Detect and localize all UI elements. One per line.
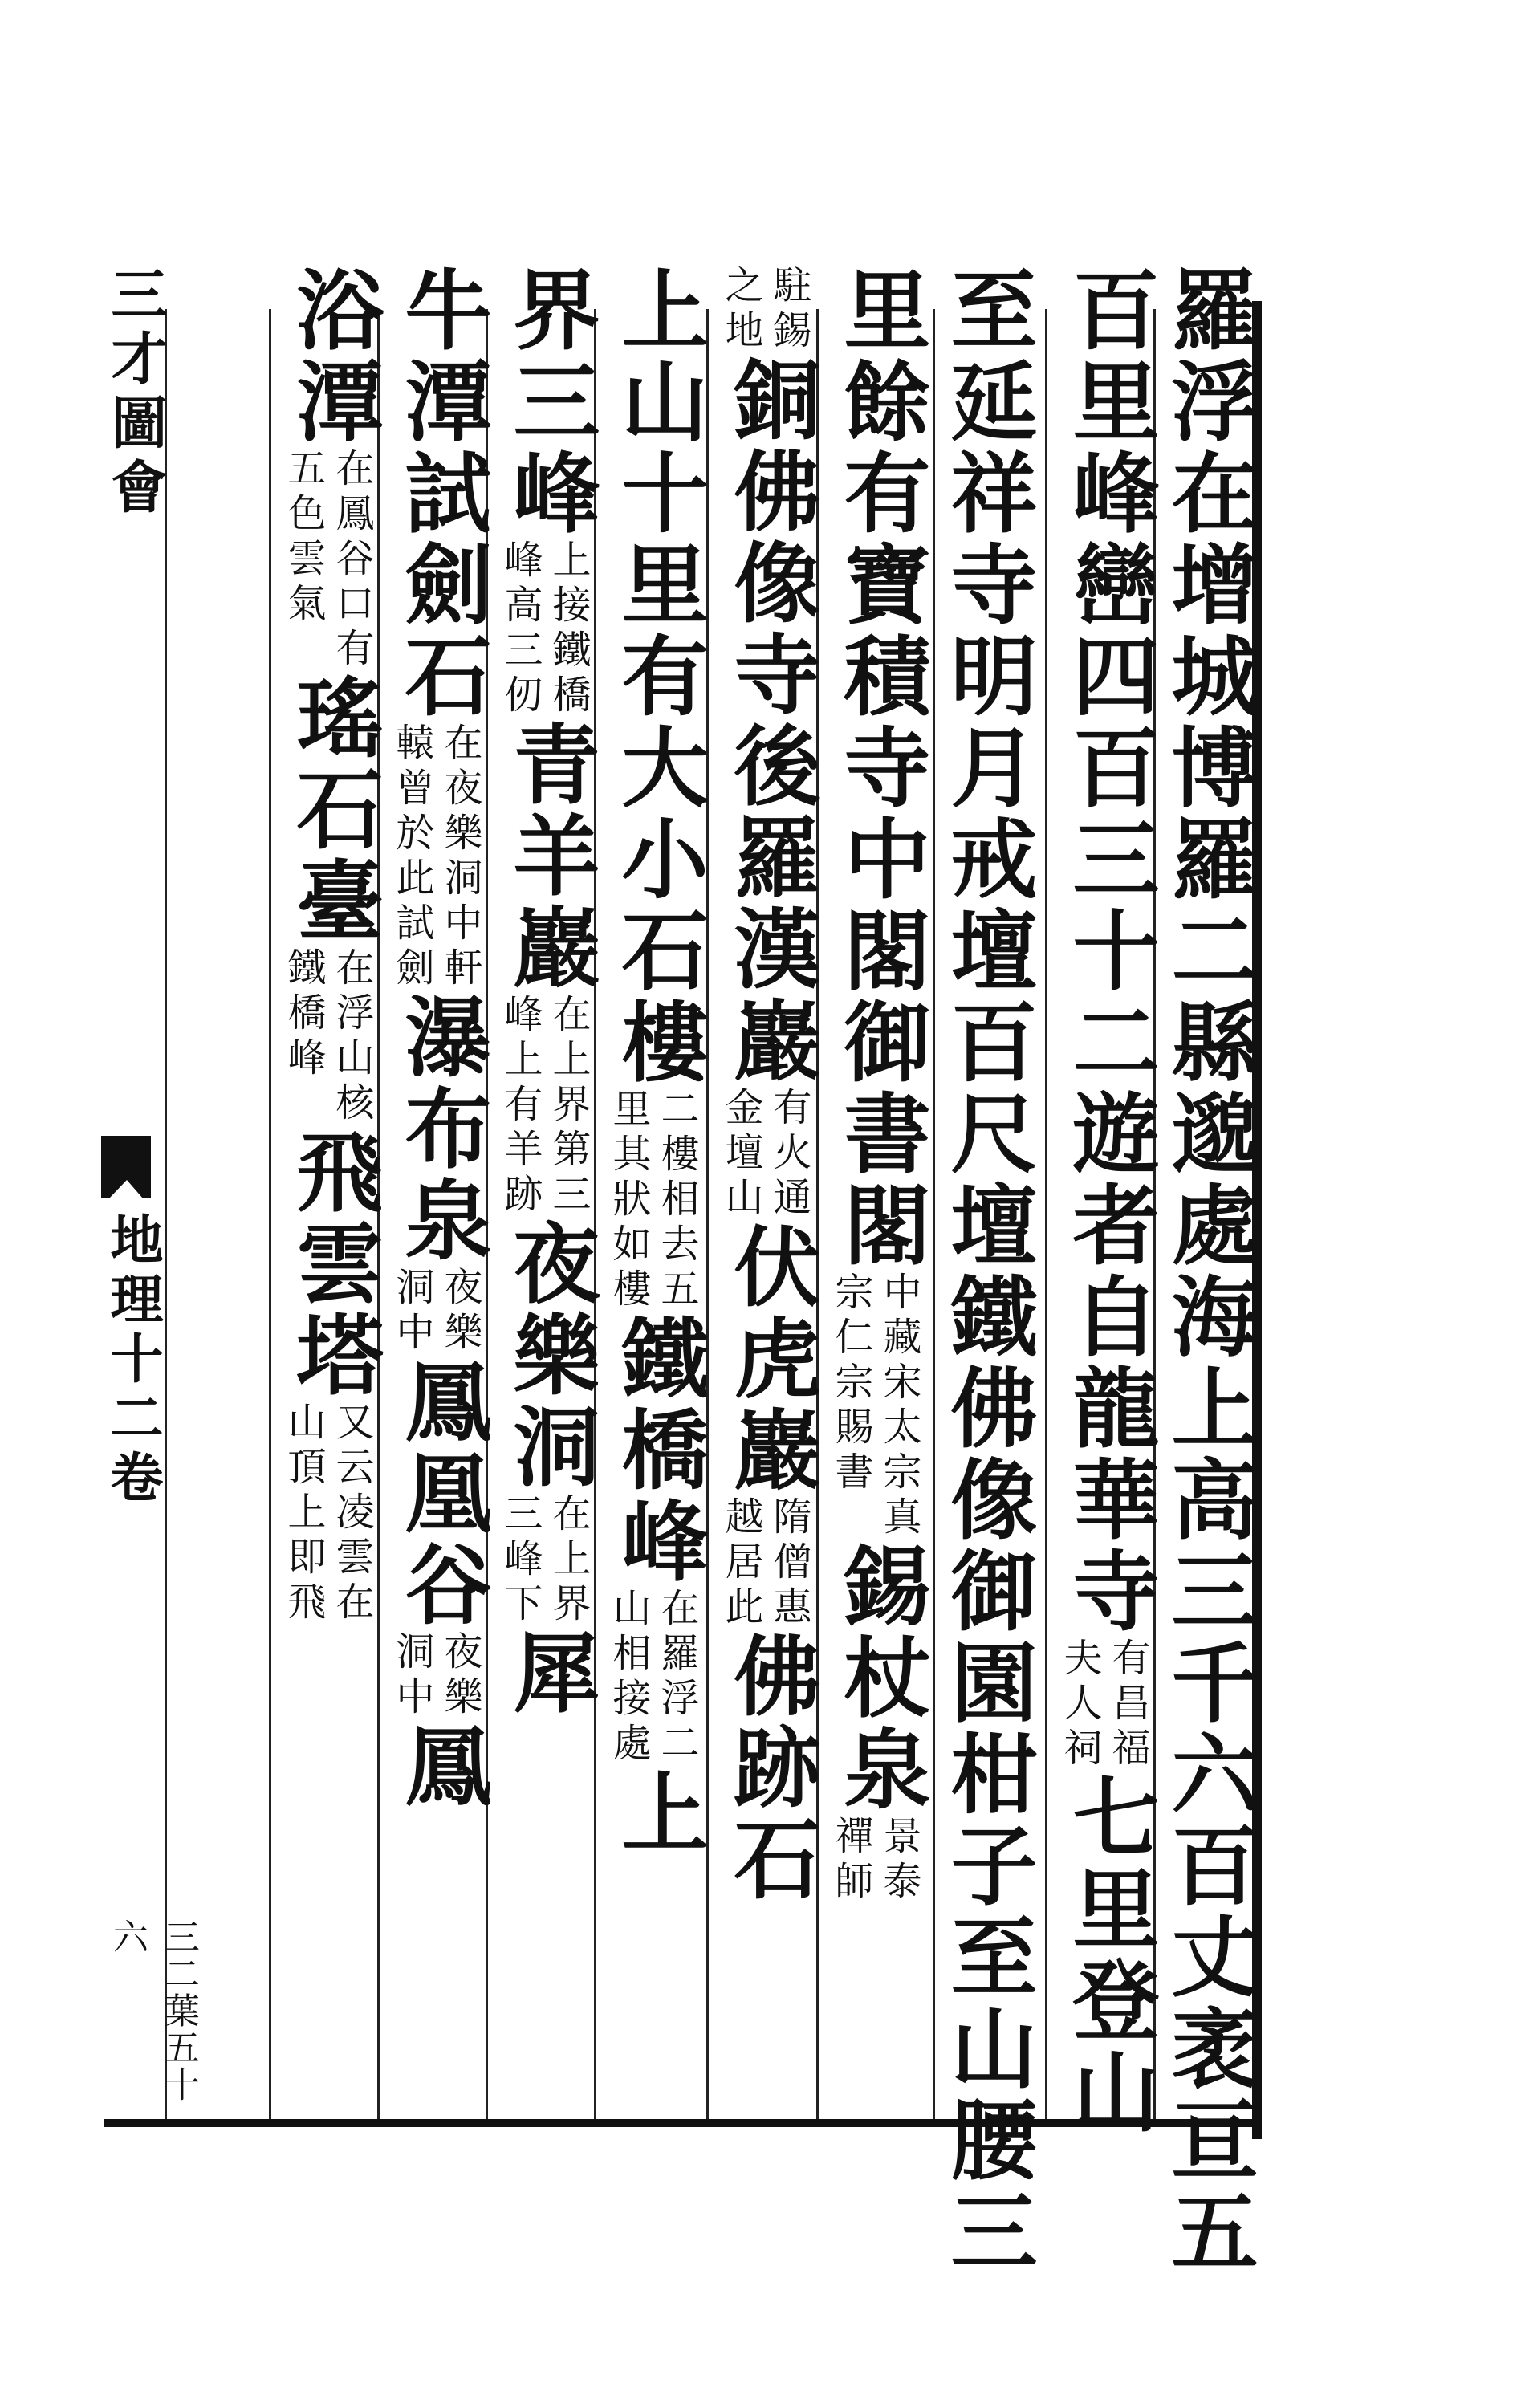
text-column-8 [388,265,491,1812]
text-column-2 [1055,265,1159,2138]
main-text: 飛雲塔 [282,1127,383,1401]
main-text: 錫杖泉 [829,1541,930,1816]
annotation-text: 二樓相去五里其狀如樓 [606,1088,699,1313]
column-divider [269,309,271,2119]
annotation-text: 駐錫之地 [718,265,811,355]
text-column-3 [936,265,1037,2278]
annotation-text: 夜樂洞中 [389,1267,482,1357]
text-column-5 [717,265,820,1906]
main-text: 佛跡石 [719,1631,820,1906]
main-text: 七里登山 [1058,1772,1159,2138]
main-text: 至延祥寺明月戒壇百尺壇鐵佛像御園柑子至山腰三 [936,265,1037,2278]
text-column-4 [827,265,930,1906]
column-divider [1045,309,1047,2119]
main-text: 伏虎巖 [719,1222,820,1496]
main-text: 夜樂洞 [498,1218,600,1493]
text-column-7 [496,265,600,1719]
annotation-text: 在上界第三峰上有羊跡 [498,994,591,1218]
main-text: 犀 [498,1628,600,1719]
main-text: 牛潭試劍石 [390,265,491,722]
chapter-label: 地理十二卷 [101,1212,164,1509]
column-divider [594,309,596,2119]
annotation-text: 又云凌雲在山頂上即飛 [281,1401,374,1626]
main-text: 鳳凰谷 [390,1357,491,1631]
main-text: 瑤石臺 [282,673,383,947]
main-text: 鳳 [390,1721,491,1812]
column-divider [933,309,935,2119]
annotation-text: 有昌福夫人祠 [1057,1637,1150,1772]
annotation-text: 在浮山核鐵橋峰 [281,947,374,1127]
main-text: 上 [607,1767,708,1859]
text-column-1 [1157,265,1258,2278]
annotation-text: 有火通金壇山 [718,1087,811,1222]
main-text: 銅佛像寺後羅漢巖 [719,355,820,1087]
annotation-text: 在上界三峰下 [498,1493,591,1628]
main-text: 鐵橋峰 [607,1313,708,1588]
main-text: 上山十里有大小石樓 [607,265,708,1088]
book-title: 三才圖會 [102,265,169,522]
main-text: 浴潭 [282,265,383,448]
annotation-text: 中藏宋太宗真宗仁宗賜書 [828,1271,921,1541]
annotation-text: 隋僧惠越居此 [718,1496,811,1631]
annotation-text: 在夜樂洞中軒轅曾於此試劍 [389,722,482,992]
annotation-text: 上接鐵橋峰高三仞 [498,539,591,719]
text-column-6 [604,265,708,1859]
main-text: 界三峰 [498,265,600,539]
main-text: 青羊巖 [498,719,600,994]
annotation-text: 景泰禪師 [828,1816,921,1906]
annotation-text: 在鳳谷口有五色雲氣 [281,448,374,673]
text-column-9 [279,265,383,1626]
fish-tail-mark [101,1136,151,1198]
main-text: 羅浮在增城博羅二縣邈處海上高三千六百丈袤亘五 [1157,265,1258,2278]
page-margin [95,265,199,2111]
main-text: 百里峰巒四百三十二遊者自龍華寺 [1058,265,1159,1637]
annotation-text: 夜樂洞中 [389,1631,482,1721]
main-text: 瀑布泉 [390,992,491,1267]
main-text: 里餘有寶積寺中閣御書閣 [829,265,930,1271]
annotation-text: 在羅浮二山相接處 [606,1588,699,1767]
page-number: 三二葉五十六 [107,1918,199,2103]
